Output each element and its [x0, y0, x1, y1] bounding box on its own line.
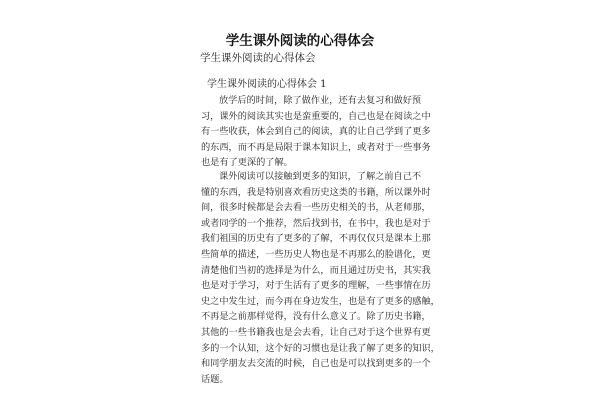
paragraph-line: 或者同学的一个推荐，然后找到书，在书中，我也是对于	[201, 217, 431, 229]
paragraph-line: 也是有了更深的了解。	[201, 157, 293, 169]
section-heading: 学生课外阅读的心得体会 1	[207, 79, 327, 90]
paragraph-line: 间，很多时候都是会去看一些历史相关的书，从老师那，	[201, 202, 431, 214]
paragraph-line: 多的一个认知，这个好的习惯也是让我了解了更多的知识，	[201, 342, 440, 354]
paragraph-line: 史之中发生过，而今再在身边发生，也是有了更多的感触，	[201, 295, 440, 307]
paragraph-1	[201, 93, 431, 171]
paragraph-line: 的东西，而不再是局限于课本知识上，或者对于一些事务	[201, 141, 431, 153]
paragraph-line: 放学后的时间，除了做作业，还有去复习和做好预	[219, 95, 422, 106]
paragraph-line: 其他的一些书籍我也是会去看，让自己对于这个世界有更	[201, 326, 431, 338]
paragraph-line: 课外阅读可以接触到更多的知识，了解之前自己不	[219, 171, 422, 182]
paragraph-line: 不再是之前那样觉得，没有什么意义了。除了历史书籍，	[201, 311, 431, 323]
paragraph-line: 清楚他们当初的选择是为什么，而且通过历史书，其实我	[201, 264, 431, 276]
document-title: 学生课外阅读的心得体会	[225, 33, 375, 49]
paragraph-2	[201, 169, 440, 387]
paragraph-line: 些简单的描述，一些历史人物也是不再那么的脸谱化，更	[201, 248, 431, 260]
document-subtitle: 学生课外阅读的心得体会	[200, 52, 316, 64]
paragraph-line: 有一些收获，体会到自己的阅读，真的让自己学到了更多	[201, 126, 431, 138]
paragraph-line: 话题。	[201, 373, 229, 385]
paragraph-line: 懂的东西，我是特别喜欢看历史这类的书籍，所以课外时	[201, 186, 431, 198]
paragraph-line: 习，课外的阅读其实也是蛮重要的，自己也是在阅读之中	[201, 110, 431, 122]
paragraph-line: 也是对于学习，对于生活有了更多的理解，一些事情在历	[201, 280, 431, 292]
paragraph-line: 我们祖国的历史有了更多的了解，不再仅仅只是课本上那	[201, 233, 431, 245]
paragraph-line: 和同学朋友去交流的时候，自己也是可以找到更多的一个	[201, 358, 431, 370]
